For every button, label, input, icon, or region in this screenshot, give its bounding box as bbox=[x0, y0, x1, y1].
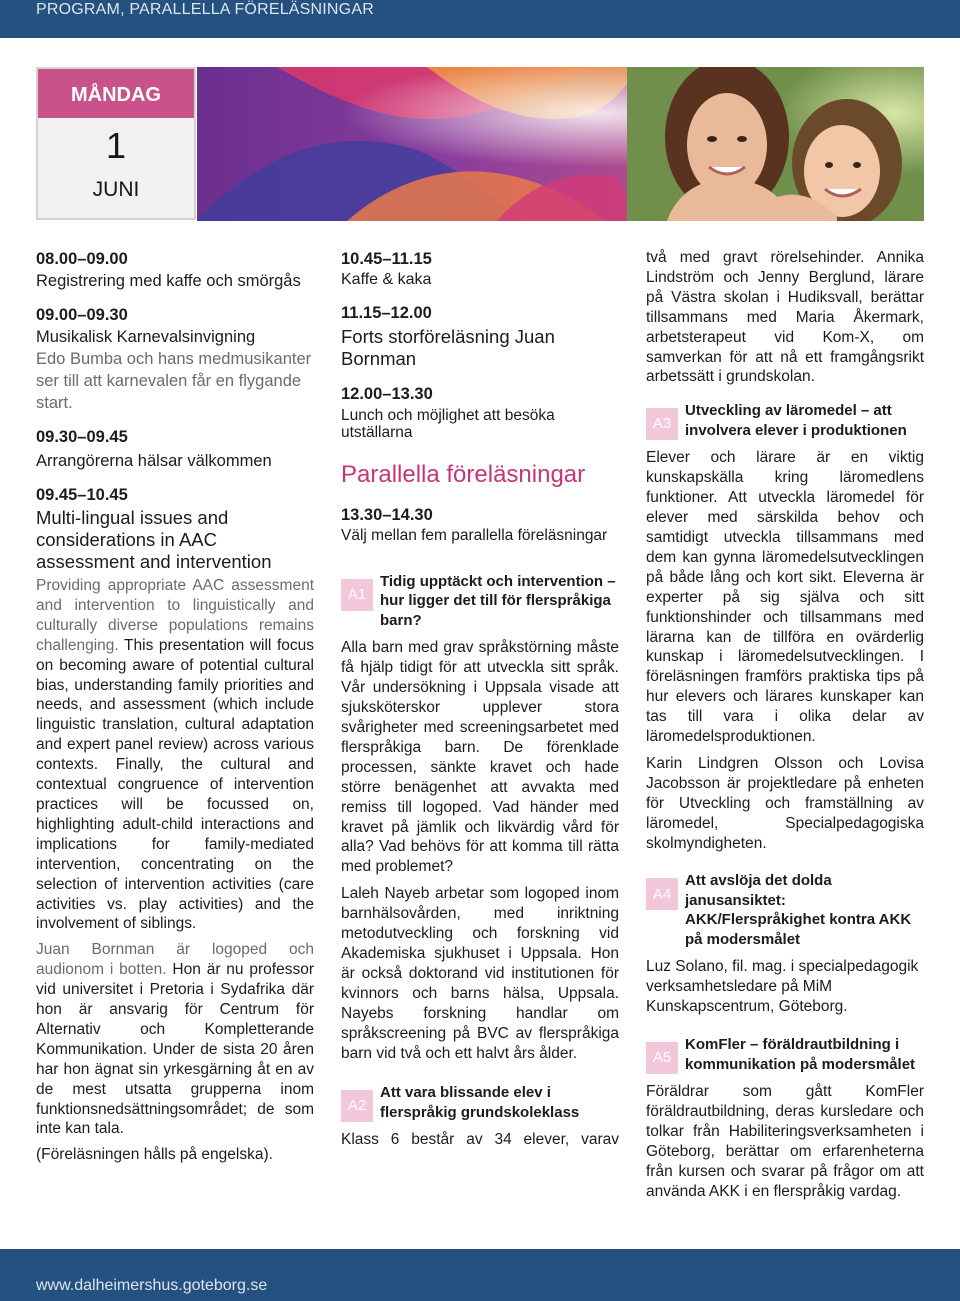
footer-bar bbox=[0, 1249, 960, 1301]
speaker-bio: Luz Solano, fil. mag. i specialpedagogik verksamhetsledare på MiM Kunskapscentrum, Göteborg. bbox=[646, 958, 919, 1016]
banner-photo bbox=[197, 67, 924, 221]
track-title: Utveckling av läromedel – att involvera elever i produktionen bbox=[685, 402, 907, 439]
date-box bbox=[36, 67, 196, 220]
section-title: Parallella föreläsningar bbox=[341, 461, 586, 488]
session-title: Registrering med kaffe och smörgås bbox=[36, 272, 301, 290]
speaker-bio: Laleh Nayeb arbetar som logoped inom barnhälsovården, med inriktning metodutveckling och forskning vid Akademiska sjukhuset i Uppsala. Hon är också doktorand vid institutionen för kvinnors och barns hälsa, Uppsala. Nayebs forskning handlar om språkscreening på BVC av flerspråkiga barn vid två och ett halvt års ålder. bbox=[341, 885, 619, 1062]
speaker-bio-body: Hon är nu professor vid universitet i Pretoria i Sydafrika där hon är ansvarig för Centrum för Alternativ och Kompletterande Kommunikation. Under de sista 20 åren har hon ägnat sin yrkesgärning åt en av de mest utsatta grupperna inom funktionsnedsättningsområdet; de som inte kan tala. bbox=[36, 961, 314, 1138]
track-badge: A4 bbox=[646, 878, 678, 910]
language-note: (Föreläsningen hålls på engelska). bbox=[36, 1146, 273, 1164]
track-badge: A2 bbox=[341, 1090, 373, 1122]
session-time: 09.45–10.45 bbox=[36, 486, 128, 504]
session-title: Lunch och möjlighet att besöka utställarna bbox=[341, 407, 555, 441]
month-label: JUNI bbox=[92, 178, 140, 201]
track-a4-header bbox=[646, 871, 924, 949]
session-time: 13.30–14.30 bbox=[341, 506, 433, 524]
header-title: PROGRAM, PARALLELLA FÖRELÄSNINGAR bbox=[36, 1, 374, 18]
track-description-continued: två med gravt rörelsehinder. Annika Lindström och Jenny Berglund, lärare på Västra skolan i Hudiksvall, berättar tillsammans med Maria Åkermark, arbetsterapeut vid Kom-X, om samverkan för att nå ett framgångsrikt arbetssätt i grundskolan. bbox=[646, 249, 924, 386]
track-badge: A1 bbox=[341, 579, 373, 611]
session-time: 09.00–09.30 bbox=[36, 306, 128, 324]
website-url: www.dalheimershus.goteborg.se bbox=[36, 1277, 268, 1294]
weekday-label: MÅNDAG bbox=[71, 84, 161, 106]
session-time: 12.00–13.30 bbox=[341, 385, 433, 403]
session-time: 10.45–11.15 bbox=[341, 250, 432, 268]
track-title: Tidig upptäckt och intervention – hur ligger det till för flerspråkiga barn? bbox=[380, 572, 616, 629]
column-2 bbox=[341, 248, 619, 1150]
keynote-description-body: This presentation will focus on becoming aware of potential cultural bias, understanding family priorities and needs, and assessment (which include linguistic translation, cultural adaptation and expert panel review) across various contexts. Finally, the cultural and contextual congruence of intervention practices will be focussed on, highlighting adult-child interactions and implications for family-mediated intervention, concentrating on the selection of intervention activities (care activities vs. play activities) and the involvement of siblings. bbox=[36, 636, 314, 933]
track-badge: A3 bbox=[646, 408, 678, 440]
keynote-description bbox=[36, 576, 314, 934]
speaker-bio bbox=[36, 940, 314, 1139]
day-number: 1 bbox=[105, 125, 127, 166]
header-bar bbox=[0, 0, 960, 38]
track-title: KomFler – föräldrautbildning i kommunikation på modersmålet bbox=[685, 1036, 916, 1073]
session-title: Välj mellan fem parallella föreläsningar bbox=[341, 527, 608, 544]
speaker-bio-lead: Juan Bornman är logoped och audionom i botten. bbox=[36, 941, 314, 979]
session-description: Edo Bumba och hans medmusikanter ser till att karnevalen får en flygande start. bbox=[36, 350, 312, 412]
track-title: Att avslöja det dolda janusansiktet: AKK/Flerspråkighet kontra AKK på modersmålet bbox=[685, 872, 912, 948]
track-description: Alla barn med grav språkstörning måste få hjälp tidigt för att utveckla sitt språk. Vår undersökning i Uppsala visade att sjuksköterskor upplever stora svårigheter med screeningsarbetet med flerspråkiga barn. De förenklade processen, sänkte kravet och hade större benägenhet att avvakta med remiss till logoped. Vad händer med kravet på jämlik och likvärdig vård för alla? Vad behövs för att komma till rätta med problemet? bbox=[341, 639, 619, 876]
weekday-band bbox=[38, 69, 194, 118]
track-a2-header bbox=[341, 1083, 619, 1122]
track-description: Föräldrar som gått KomFler föräldrautbildning, deras kursledare och tolkar från Habiliteringsverksamheten i Göteborg, berättar om erfarenheterna från kursen och svarar på frågor om att använda AKK i en flerspråkig vardag. bbox=[646, 1083, 924, 1200]
speaker-bio: Karin Lindgren Olsson och Lovisa Jacobsson är projektledare på enheten för Utveckling och framställning av läromedel, Specialpedagogiska skolmyndigheten. bbox=[646, 754, 924, 852]
track-a5-header bbox=[646, 1035, 924, 1074]
track-a1-header bbox=[341, 572, 619, 631]
track-badge: A5 bbox=[646, 1042, 678, 1074]
track-a3-header bbox=[646, 401, 924, 440]
keynote-description-lead: Providing appropriate AAC assessment and intervention to linguistically and culturally diverse populations remains challenging. bbox=[36, 577, 314, 654]
column-1 bbox=[36, 248, 314, 1165]
session-title: Forts storföreläsning Juan Bornman bbox=[341, 326, 555, 369]
track-description: Klass 6 består av 34 elever, varav bbox=[341, 1131, 619, 1149]
banner-illustration bbox=[197, 67, 924, 221]
session-time: 11.15–12.00 bbox=[341, 304, 432, 322]
session-time: 08.00–09.00 bbox=[36, 250, 128, 268]
track-title: Att vara blissande elev i flerspråkig grundskoleklass bbox=[380, 1084, 580, 1121]
track-description: Elever och lärare är en viktig kunskapskälla kring läromedlens funktioner. Att utveckla läromedel för elever med särskilda behov och samtidigt utveckla tillsammans med dem kan gynna läromedelsutvecklingen på både lång och kort sikt. Eleverna är experter på sig själva och sitt funktionshinder och tillsammans med lärarna kan de tillföra en ovärderlig kunskap i läromedelsutvecklingen. I föreläsningen framförs praktiska tips på hur elevers och lärares kunskaper kan tas till vara i olika delar av läromedelsproduktionen. bbox=[646, 449, 924, 746]
session-title: Musikalisk Karnevalsinvigning bbox=[36, 328, 256, 346]
session-time: 09.30–09.45 bbox=[36, 428, 128, 446]
session-title: Kaffe & kaka bbox=[341, 271, 432, 288]
keynote-title: Multi-lingual issues and considerations in AAC assessment and intervention bbox=[36, 507, 272, 572]
column-3 bbox=[646, 248, 924, 1202]
session-title: Arrangörerna hälsar välkommen bbox=[36, 452, 272, 470]
